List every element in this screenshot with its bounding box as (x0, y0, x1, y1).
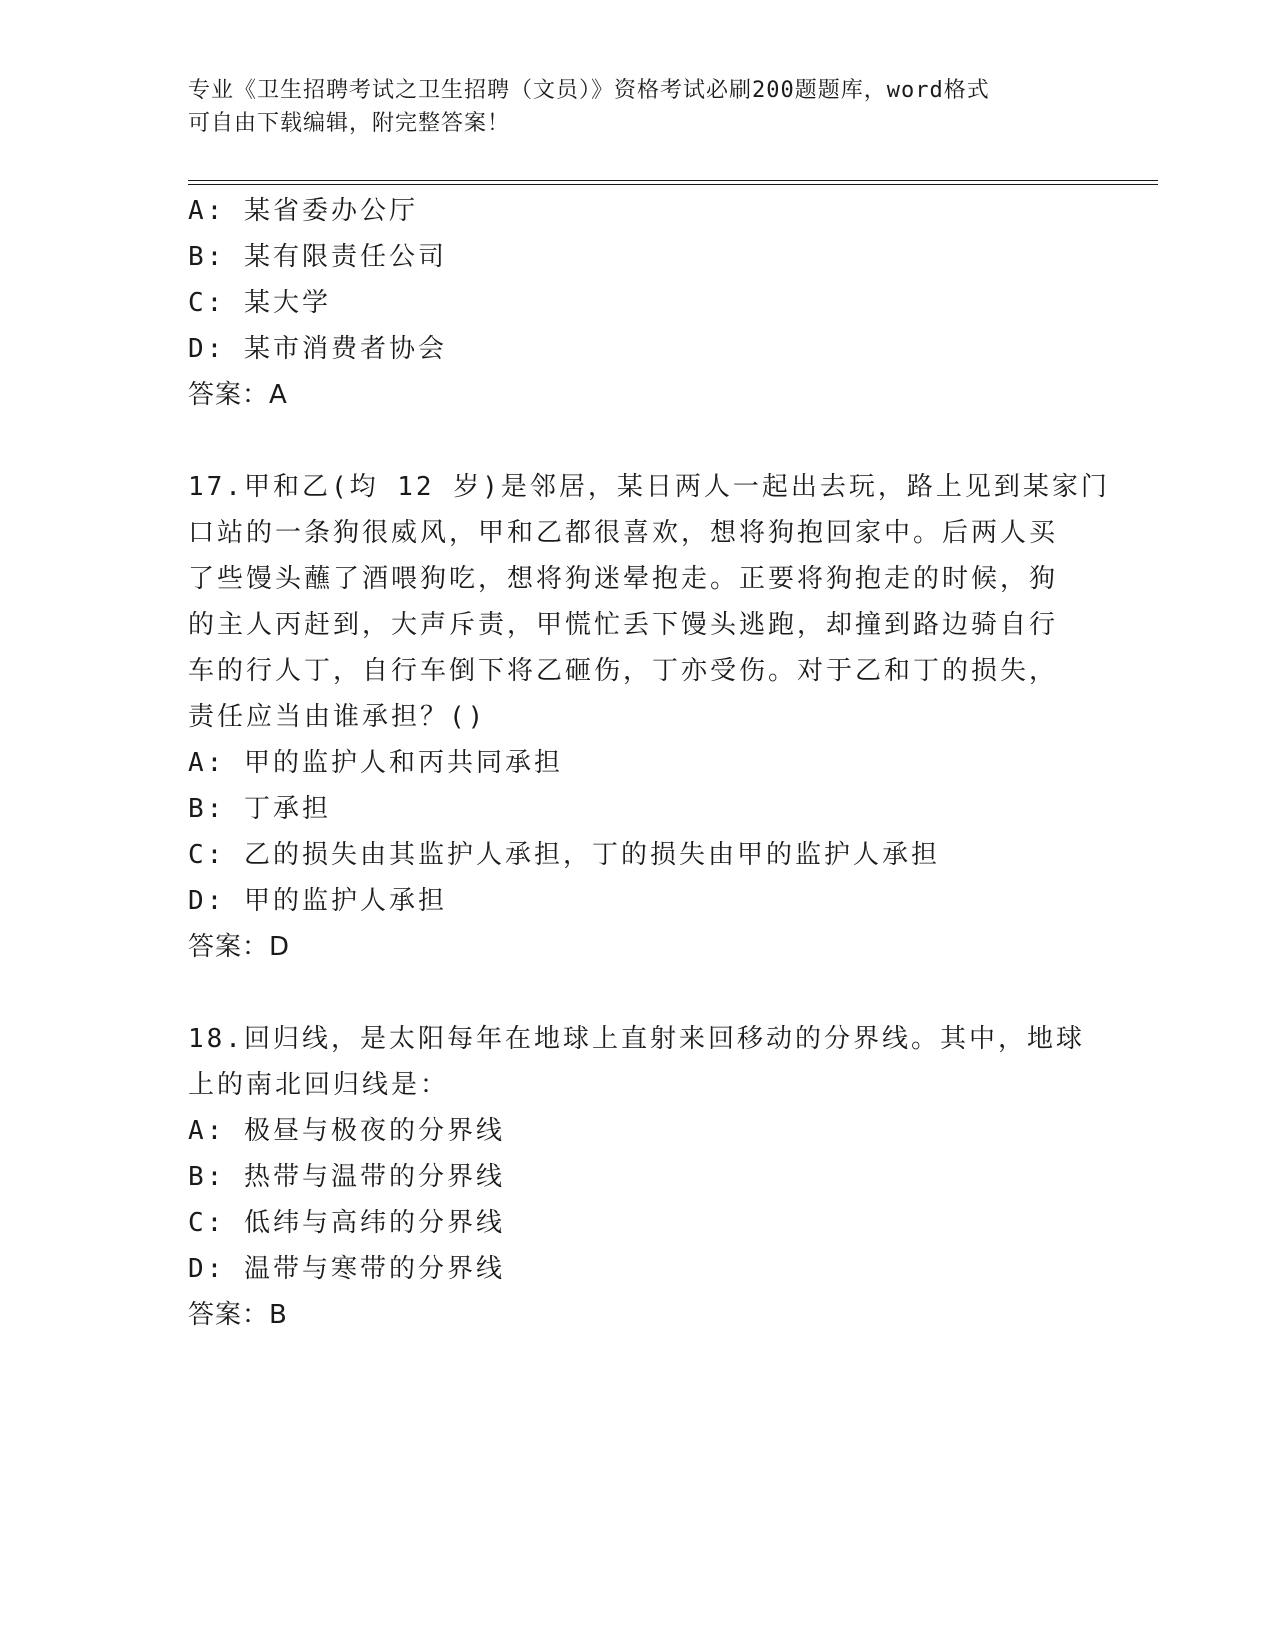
question-stem-line: 上的南北回归线是： (188, 1070, 450, 1100)
option-a: A: 甲的监护人和丙共同承担 (188, 748, 563, 778)
option-c: C: 乙的损失由其监护人承担，丁的损失由甲的监护人承担 (188, 840, 940, 870)
answer-label: 答案：B (188, 1300, 288, 1330)
option-a: A: 极昼与极夜的分界线 (188, 1116, 505, 1146)
header-divider-top (188, 180, 1158, 181)
header-title-line-1: 专业《卫生招聘考试之卫生招聘（文员）》资格考试必刷200题题库，word格式 (188, 78, 990, 103)
question-stem-line: 的主人丙赶到，大声斥责，甲慌忙丢下馒头逃跑，却撞到路边骑自行 (188, 610, 1059, 640)
question-stem-line: 18.回归线，是太阳每年在地球上直射来回移动的分界线。其中，地球 (188, 1024, 1085, 1054)
header-divider-bottom (188, 184, 1158, 185)
document-header (188, 74, 1088, 140)
option-b: B: 丁承担 (188, 794, 331, 824)
spacer (188, 418, 1088, 464)
question-16 (188, 188, 1088, 418)
option-d: D: 温带与寒带的分界线 (188, 1254, 505, 1284)
answer-label: 答案：A (188, 380, 288, 410)
option-b: B: 热带与温带的分界线 (188, 1162, 505, 1192)
question-stem-line: 17.甲和乙(均 12 岁)是邻居，某日两人一起出去玩，路上见到某家门 (188, 472, 1110, 502)
question-stem-line: 责任应当由谁承担？() (188, 702, 487, 732)
question-content (188, 188, 1110, 1338)
answer-label: 答案：D (188, 932, 291, 962)
spacer (188, 970, 1088, 1016)
question-stem-line: 口站的一条狗很威风，甲和乙都很喜欢，想将狗抱回家中。后两人买 (188, 518, 1059, 548)
option-c: C: 某大学 (188, 288, 331, 318)
question-18 (188, 1016, 1088, 1338)
option-d: D: 某市消费者协会 (188, 334, 447, 364)
option-b: B: 某有限责任公司 (188, 242, 447, 272)
option-a: A: 某省委办公厅 (188, 196, 418, 226)
option-d: D: 甲的监护人承担 (188, 886, 447, 916)
question-stem-line: 车的行人丁，自行车倒下将乙砸伤，丁亦受伤。对于乙和丁的损失， (188, 656, 1059, 686)
question-stem-line: 了些馒头蘸了酒喂狗吃，想将狗迷晕抱走。正要将狗抱走的时候，狗 (188, 564, 1059, 594)
question-17 (188, 464, 1110, 970)
option-c: C: 低纬与高纬的分界线 (188, 1208, 505, 1238)
header-title-line-2: 可自由下载编辑，附完整答案！ (188, 111, 511, 136)
